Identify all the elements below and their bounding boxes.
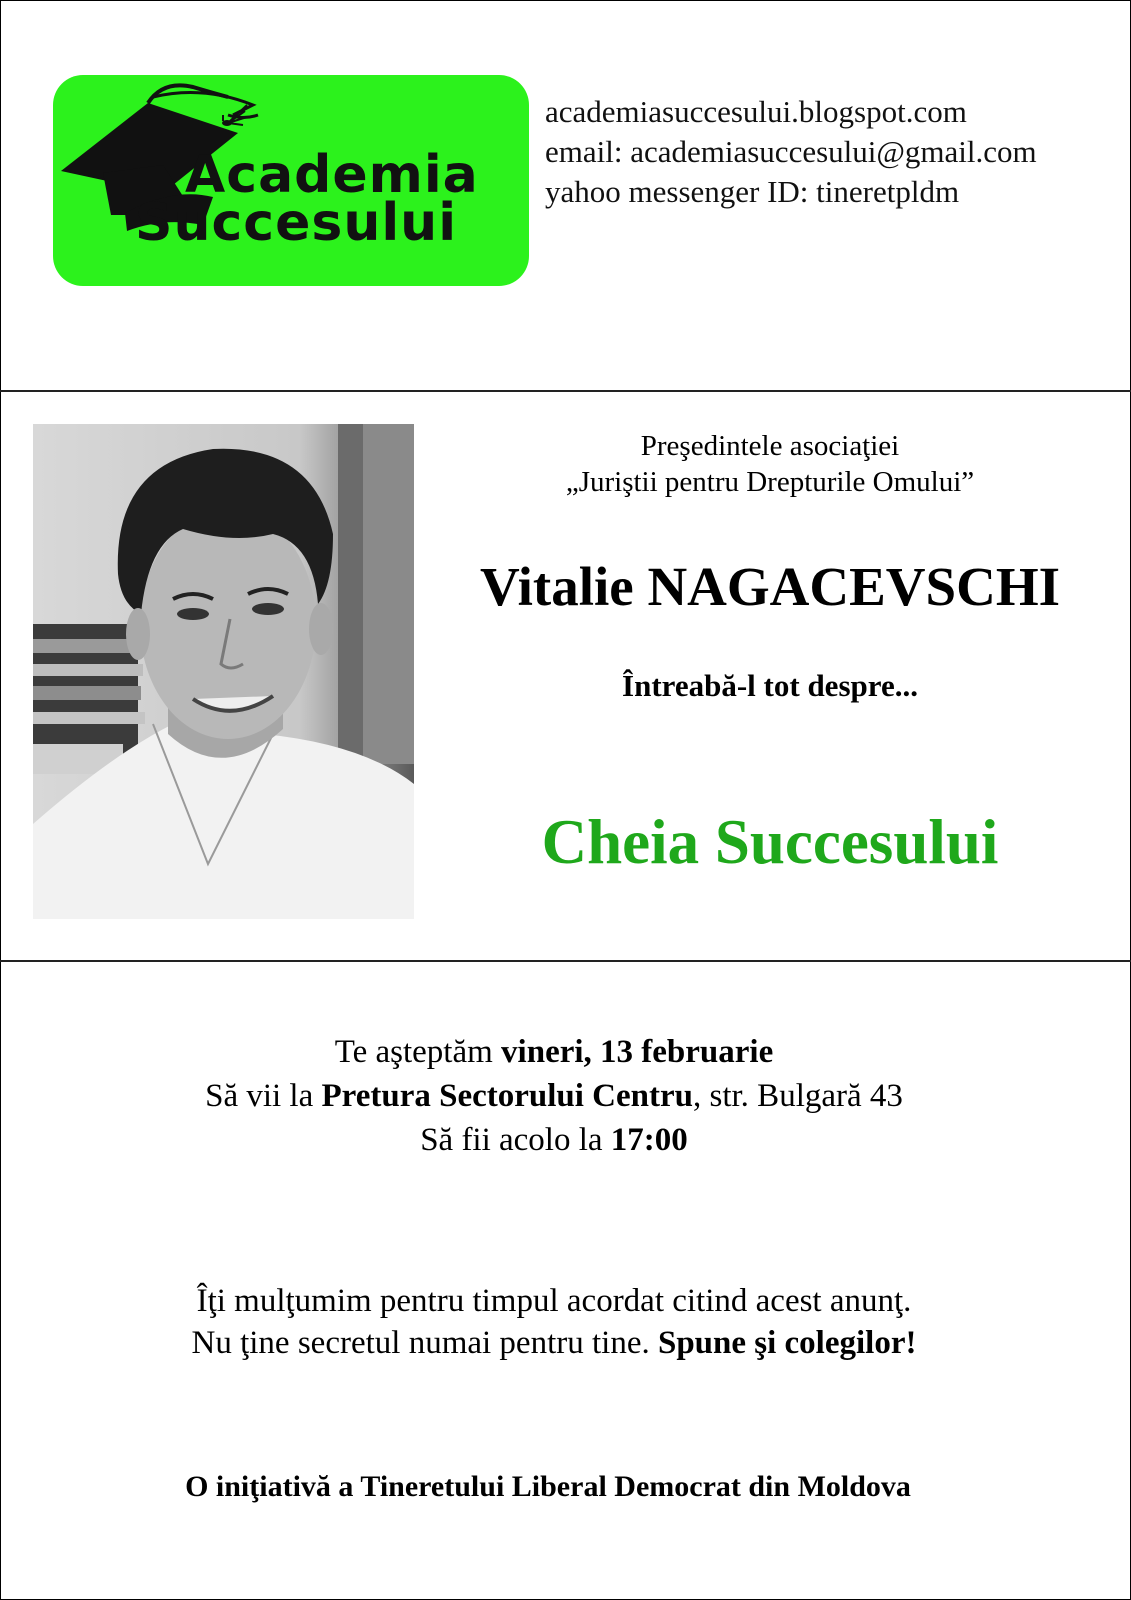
thanks-line2: Nu ţine secretul numai pentru tine. Spune şi colegilor! xyxy=(191,1325,917,1361)
event-date-line: Te aşteptăm vineri, 13 februarie xyxy=(334,1034,774,1070)
speaker-photo xyxy=(33,424,414,919)
speaker-title xyxy=(420,428,1120,500)
website-link[interactable]: academiasuccesului.blogspot.com xyxy=(545,94,967,129)
event-location-line: Să vii la Pretura Sectorului Centru, str. Bulgară 43 xyxy=(205,1078,903,1114)
contact-block xyxy=(545,92,1037,212)
divider-top xyxy=(0,390,1131,392)
logo-text-line2: Succesului xyxy=(135,193,458,253)
event-venue: Pretura Sectorului Centru xyxy=(321,1078,693,1114)
share-callout: Spune şi colegilor! xyxy=(657,1325,917,1361)
topic-heading: Cheia Succesului xyxy=(541,807,999,877)
speaker-title-line2: „Juriştii pentru Drepturile Omului” xyxy=(565,466,975,498)
academia-succesului-logo xyxy=(53,75,529,286)
event-time-line: Să fii acolo la 17:00 xyxy=(420,1122,688,1158)
event-date: vineri, 13 februarie xyxy=(501,1034,774,1070)
footer-initiative: O iniţiativă a Tineretului Liberal Democrat din Moldova xyxy=(185,1470,911,1503)
logo-text-line1: Academia xyxy=(185,145,479,205)
thanks-line1: Îţi mulţumim pentru timpul acordat citind acest anunţ. xyxy=(196,1283,912,1319)
ask-prompt: Întreabă-l tot despre... xyxy=(622,668,918,703)
yahoo-id-text: yahoo messenger ID: tineretpldm xyxy=(545,174,960,209)
speaker-title-line1: Preşedintele asociaţiei xyxy=(640,430,900,462)
event-details xyxy=(0,1030,1108,1162)
email-text[interactable]: email: academiasuccesului@gmail.com xyxy=(545,134,1037,169)
divider-bottom xyxy=(0,960,1131,962)
event-time: 17:00 xyxy=(610,1122,688,1158)
speaker-name: Vitalie NAGACEVSCHI xyxy=(479,556,1061,617)
thanks-message xyxy=(0,1280,1108,1364)
